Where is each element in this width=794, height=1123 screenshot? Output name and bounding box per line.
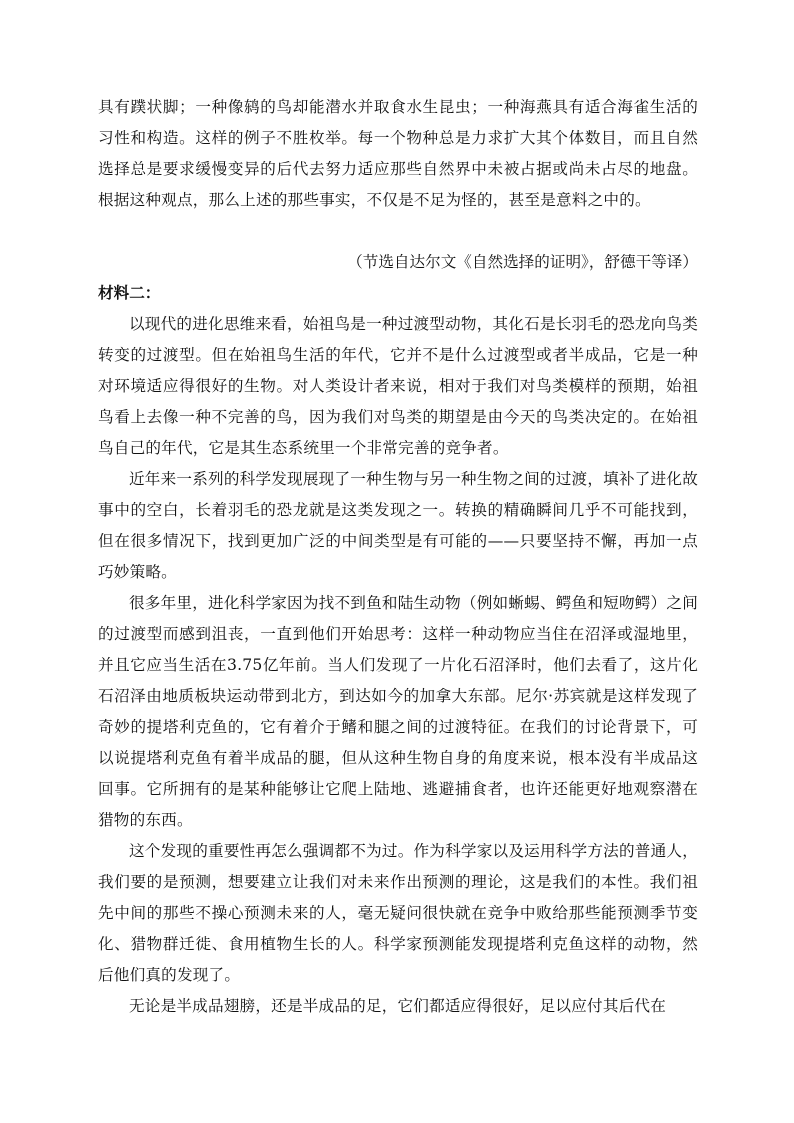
paragraph-4: 这个发现的重要性再怎么强调都不为过。作为科学家以及运用科学方法的普通人，我们要的是预测，想要建立让我们对未来作出预测的理论，这是我们的本性。我们祖先中间的那些不操心预测未来的人，毫无疑问很快就在竞争中败给那些能预测季节变化、猎物群迁徙、食用植物生长的人。科学家预测能发现提塔利克鱼这样的动物，然后他们真的发现了。 — [98, 842, 698, 984]
paragraph-1: 以现代的进化思维来看，始祖鸟是一种过渡型动物，其化石是长羽毛的恐龙向鸟类转变的过渡型。但在始祖鸟生活的年代，它并不是什么过渡型或者半成品，它是一种对环境适应得很好的生物。对人类设计者来说，相对于我们对鸟类模样的预期，始祖鸟看上去像一种不完善的鸟，因为我们对鸟类的期望是由今天的鸟类决定的。在始祖鸟自己的年代，它是其生态系统里一个非常完善的竞争者。 — [98, 315, 698, 457]
paragraph-2: 近年来一系列的科学发现展现了一种生物与另一种生物之间的过渡，填补了进化故事中的空白，长着羽毛的恐龙就是这类发现之一。转换的精确瞬间几乎不可能找到，但在很多情况下，找到更加广泛的中间类型是有可能的——只要坚持不懈，再加一点巧妙策略。 — [98, 470, 698, 581]
paragraph-continued: 具有蹼状脚；一种像鸫的鸟却能潜水并取食水生昆虫；一种海燕具有适合海雀生活的习性和构造。这样的例子不胜枚举。每一个物种总是力求扩大其个体数目，而且自然选择总是要求缓慢变异的后代去努力适应那些自然界中未被占据或尚未占尽的地盘。根据这种观点，那么上述的那些事实，不仅是不足为怪的，甚至是意料之中的。 — [98, 98, 698, 209]
paragraph-5: 无论是半成品翅膀，还是半成品的足，它们都适应得很好，足以应付其后代在 — [129, 997, 666, 1015]
source-caption: （节选自达尔文《自然选择的证明》，舒德干等译） — [347, 253, 698, 271]
paragraph-3: 很多年里，进化科学家因为找不到鱼和陆生动物（例如蜥蜴、鳄鱼和短吻鳄）之间的过渡型而感到沮丧，一直到他们开始思考：这样一种动物应当住在沼泽或湿地里，并且它应当生活在3.75亿年前。当人们发现了一片化石沼泽时，他们去看了，这片化石沼泽由地质板块运动带到北方，到达如今的加拿大东部。尼尔·苏宾就是这样发现了奇妙的提塔利克鱼的，它有着介于鳍和腿之间的过渡特征。在我们的讨论背景下，可以说提塔利克鱼有着半成品的腿，但从这种生物自身的角度来说，根本没有半成品这回事。它所拥有的是某种能够让它爬上陆地、逃避捕食者，也许还能更好地观察潜在猎物的东西。 — [98, 594, 698, 829]
material-two-heading: 材料二： — [98, 284, 161, 302]
